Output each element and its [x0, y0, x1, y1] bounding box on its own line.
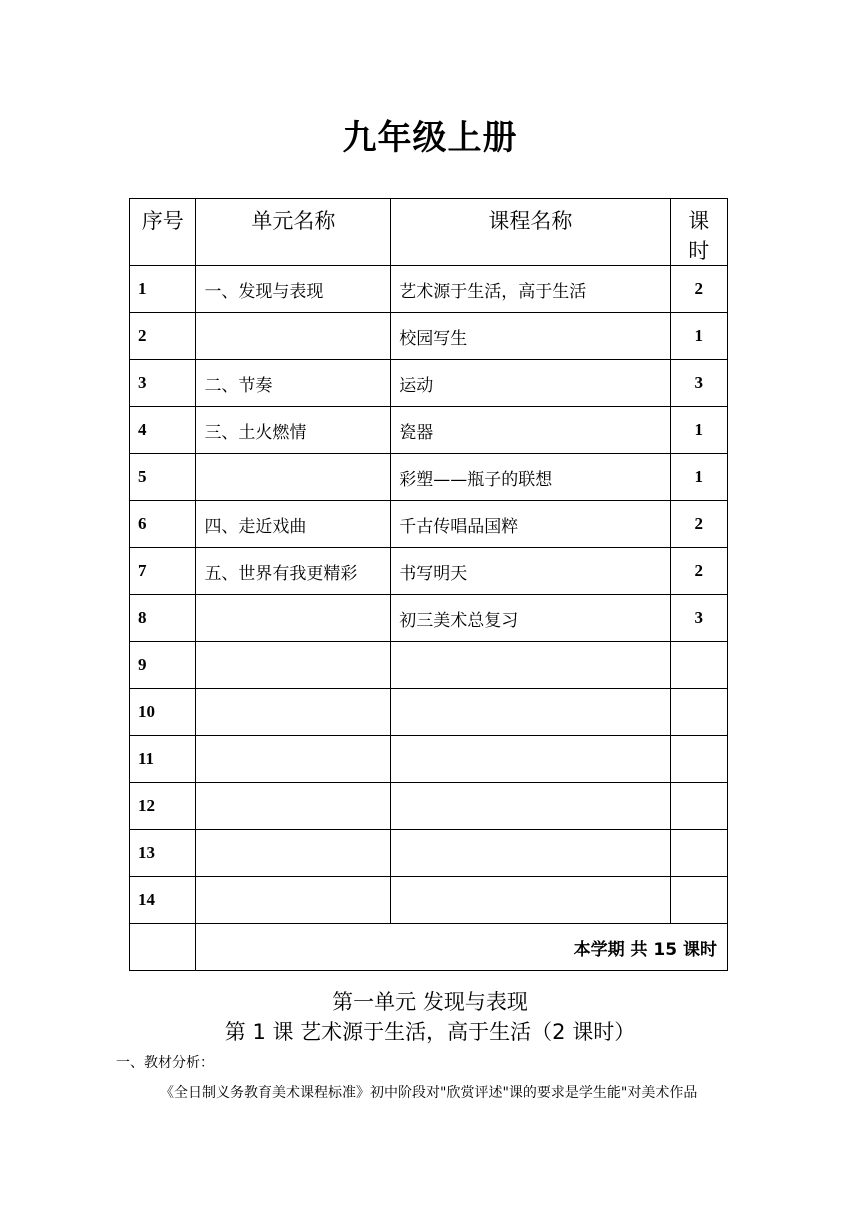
- row-hours: 1: [670, 407, 727, 454]
- header-number: 序号: [130, 199, 196, 266]
- page-title: 九年级上册: [342, 118, 518, 158]
- row-hours: 3: [670, 595, 727, 642]
- row-number: 4: [130, 407, 196, 454]
- table-row: [130, 830, 728, 877]
- table-row: [130, 736, 728, 783]
- header-unit-name: 单元名称: [196, 199, 391, 266]
- row-unit-name: [196, 783, 391, 830]
- row-course-name: 校园写生: [391, 313, 670, 360]
- section-label: 一、教材分析：: [116, 1055, 214, 1071]
- row-course-name: [391, 689, 670, 736]
- table-row: [130, 783, 728, 830]
- table-row: [130, 642, 728, 689]
- row-course-name: 初三美术总复习: [391, 595, 670, 642]
- table-row: [130, 407, 728, 454]
- row-hours: [670, 642, 727, 689]
- table-row: [130, 877, 728, 924]
- row-unit-name: 四、走近戏曲: [196, 501, 391, 548]
- row-course-name: [391, 877, 670, 924]
- row-hours: 1: [670, 313, 727, 360]
- row-number: 13: [130, 830, 196, 877]
- row-unit-name: 二、节奏: [196, 360, 391, 407]
- row-hours: [670, 783, 727, 830]
- table-header-row: [130, 199, 728, 266]
- table-row: [130, 266, 728, 313]
- table-row: [130, 595, 728, 642]
- table-row: [130, 548, 728, 595]
- row-hours: 3: [670, 360, 727, 407]
- total-hours: 本学期 共 15 课时: [196, 924, 728, 971]
- row-number: 12: [130, 783, 196, 830]
- body-paragraph: 《全日制义务教育美术课程标准》初中阶段对"欣赏评述"课的要求是学生能"对美术作品: [160, 1085, 698, 1101]
- table-row: [130, 689, 728, 736]
- table-row: [130, 454, 728, 501]
- row-course-name: [391, 642, 670, 689]
- row-number: 8: [130, 595, 196, 642]
- row-course-name: 彩塑——瓶子的联想: [391, 454, 670, 501]
- row-number: 10: [130, 689, 196, 736]
- row-course-name: 千古传唱品国粹: [391, 501, 670, 548]
- row-course-name: [391, 830, 670, 877]
- row-unit-name: 一、发现与表现: [196, 266, 391, 313]
- row-number: 6: [130, 501, 196, 548]
- table-row: [130, 360, 728, 407]
- row-unit-name: [196, 877, 391, 924]
- row-hours: [670, 689, 727, 736]
- table-row: [130, 501, 728, 548]
- row-course-name: 艺术源于生活，高于生活: [391, 266, 670, 313]
- row-unit-name: [196, 642, 391, 689]
- row-unit-name: [196, 689, 391, 736]
- row-course-name: 书写明天: [391, 548, 670, 595]
- row-number: 11: [130, 736, 196, 783]
- row-hours: [670, 877, 727, 924]
- row-hours: 2: [670, 548, 727, 595]
- row-course-name: 瓷器: [391, 407, 670, 454]
- row-unit-name: [196, 313, 391, 360]
- row-number: 14: [130, 877, 196, 924]
- row-unit-name: [196, 595, 391, 642]
- row-number: 7: [130, 548, 196, 595]
- row-hours: [670, 736, 727, 783]
- row-hours: 2: [670, 501, 727, 548]
- row-hours: 1: [670, 454, 727, 501]
- row-number: 3: [130, 360, 196, 407]
- course-plan-table: [129, 198, 728, 971]
- row-unit-name: [196, 830, 391, 877]
- table-row: [130, 313, 728, 360]
- row-hours: 2: [670, 266, 727, 313]
- row-course-name: [391, 736, 670, 783]
- header-course-name: 课程名称: [391, 199, 670, 266]
- row-number: 2: [130, 313, 196, 360]
- row-number: 5: [130, 454, 196, 501]
- row-hours: [670, 830, 727, 877]
- row-number: 9: [130, 642, 196, 689]
- header-hours: 课时: [670, 199, 727, 266]
- row-course-name: 运动: [391, 360, 670, 407]
- unit-heading: 第一单元 发现与表现: [332, 990, 528, 1014]
- row-unit-name: [196, 736, 391, 783]
- total-empty-cell: [130, 924, 196, 971]
- lesson-heading: 第 1 课 艺术源于生活，高于生活（2 课时）: [224, 1020, 636, 1044]
- row-unit-name: 三、土火燃情: [196, 407, 391, 454]
- table-total-row: [130, 924, 728, 971]
- row-unit-name: [196, 454, 391, 501]
- row-number: 1: [130, 266, 196, 313]
- row-unit-name: 五、世界有我更精彩: [196, 548, 391, 595]
- row-course-name: [391, 783, 670, 830]
